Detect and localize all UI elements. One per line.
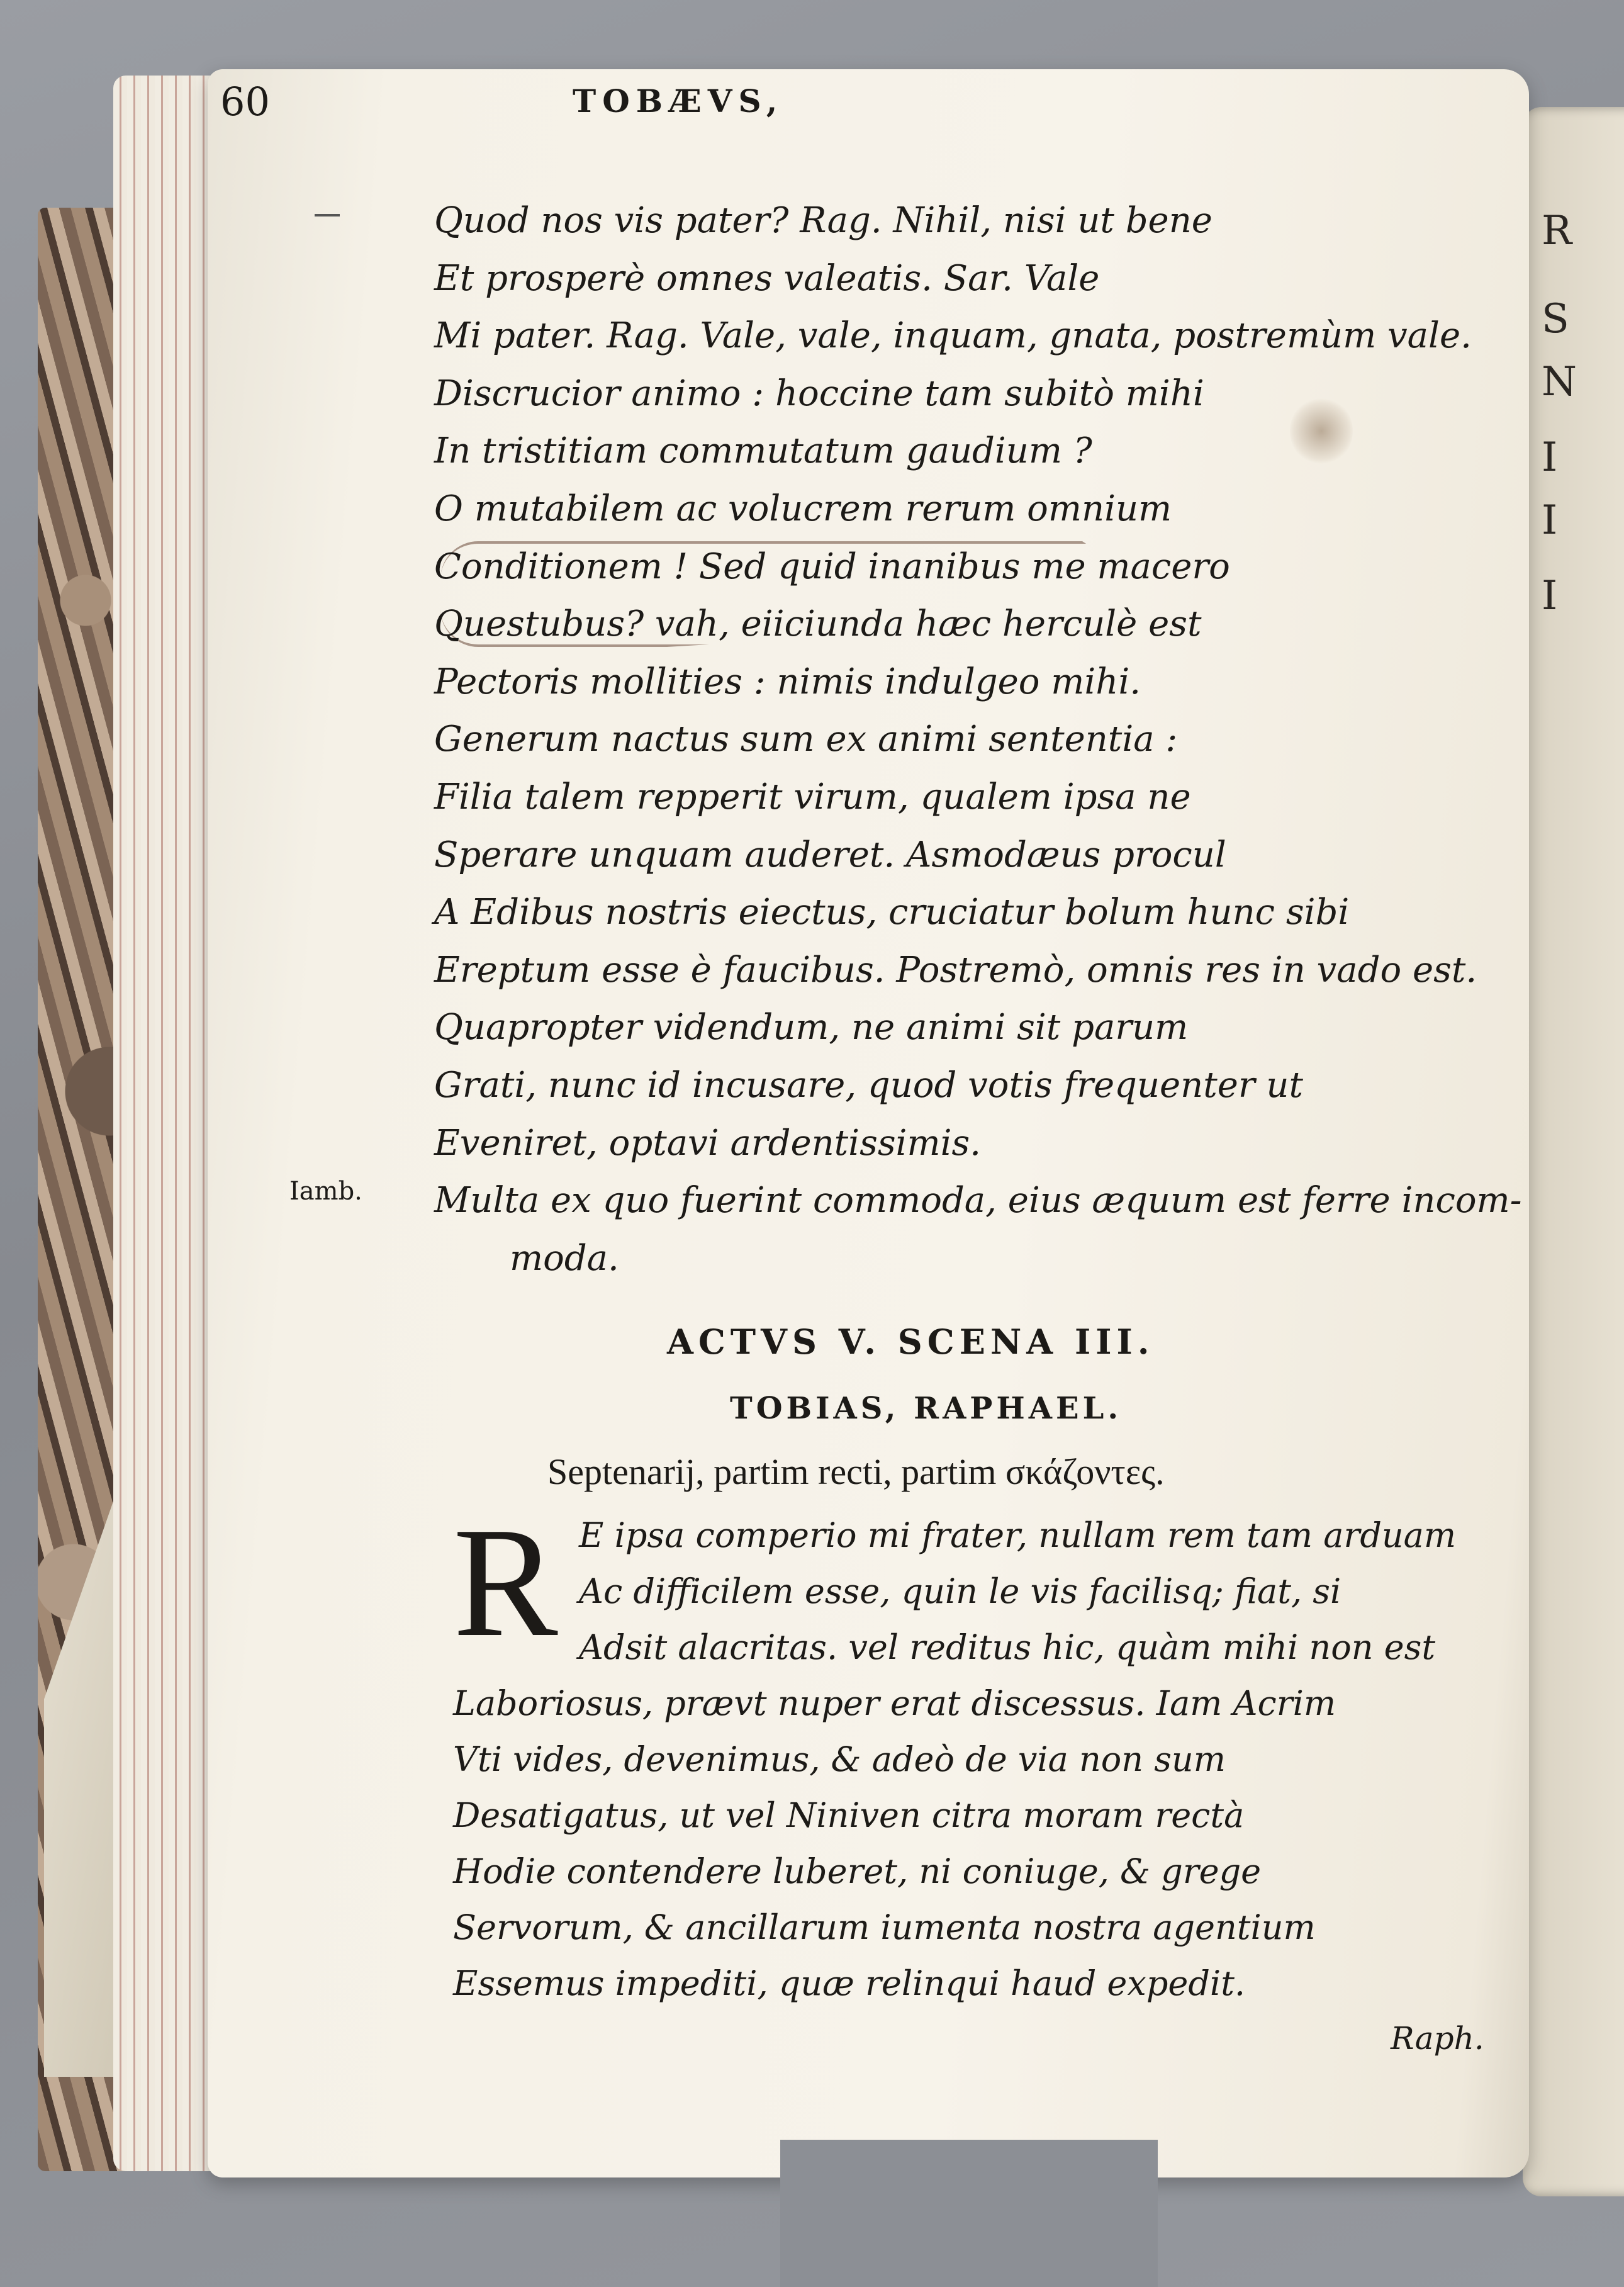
facing-page-letter: I (1542, 434, 1558, 481)
verse-line: Filia talem repperit virum, qualem ipsa ne (434, 776, 1191, 818)
scene-line: E ipsa comperio mi frater, nullam rem tam arduam (579, 1515, 1457, 1555)
running-title: TOBÆVS, (573, 82, 784, 120)
verse-line: O mutabilem ac volucrem rerum omnium (434, 488, 1172, 529)
scene-line: Essemus impediti, quæ relinqui haud expedit. (453, 1964, 1246, 2003)
verse-line: Multa ex quo fuerint commoda, eius æquum est ferre incom- (434, 1180, 1522, 1222)
facing-page-letter: I (1542, 573, 1558, 619)
verse-line: Discrucior animo : hoccine tam subitò mihi (434, 373, 1204, 414)
margin-dash (315, 214, 340, 216)
facing-page-letter: R (1542, 208, 1572, 254)
page-header (220, 79, 1416, 129)
verse-line: Mi pater. Rag. Vale, vale, inquam, gnata, postremùm vale. (434, 315, 1472, 357)
scene-line: Desatigatus, ut vel Niniven citra moram rectà (453, 1795, 1245, 1835)
scene-verse-block (453, 1507, 1456, 2011)
scene-line: Servorum, & ancillarum iumenta nostra agentium (453, 1908, 1316, 1947)
scene-line: Laboriosus, prævt nuper erat discessus. Iam Acrim (453, 1683, 1336, 1723)
meter-note: Septenarij, partim recti, partim σκάζοντες. (547, 1451, 1165, 1492)
scene-line: Vti vides, devenimus, & adeò de via non sum (453, 1739, 1226, 1779)
verse-line: Quapropter videndum, ne animi sit parum (434, 1007, 1189, 1048)
facing-page-letter: N (1542, 359, 1577, 405)
act-heading: ACTVS V. SCENA III. (667, 1322, 1155, 1362)
facing-page (1523, 107, 1624, 2196)
catchword: Raph. (1391, 2020, 1484, 2057)
facing-page-letter: S (1542, 296, 1569, 342)
facing-page-letter: I (1542, 497, 1558, 544)
verse-line: Quod nos vis pater? Rag. Nihil, nisi ut bene (434, 200, 1212, 241)
verse-line: Pectoris mollities : nimis indulgeo mihi. (434, 661, 1141, 702)
scene-line: Hodie contendere luberet, ni coniuge, & grege (453, 1852, 1262, 1891)
bottom-overlay (780, 2140, 1158, 2287)
verse-line: Questubus? vah, eiiciunda hæc herculè est (434, 604, 1202, 645)
verse-line: Generum nactus sum ex animi sententia : (434, 719, 1178, 760)
drop-cap: R (453, 1495, 558, 1670)
verse-line: Eveniret, optavi ardentissimis. (434, 1122, 982, 1164)
verse-block (434, 192, 1522, 1287)
scene-line: Adsit alacritas. vel reditus hic, quàm mihi non est (579, 1627, 1436, 1667)
verse-line: A Edibus nostris eiectus, cruciatur bolum hunc sibi (434, 892, 1350, 933)
margin-note: Iamb. (289, 1177, 362, 1206)
scene-line: Ac difficilem esse, quin le vis facilisq; fiat, si (579, 1571, 1341, 1611)
persons-heading: TOBIAS, RAPHAEL. (730, 1391, 1123, 1426)
verse-line: Ereptum esse è faucibus. Postremò, omnis res in vado est. (434, 949, 1477, 991)
verse-line: moda. (510, 1237, 619, 1279)
verse-line: Et prosperè omnes valeatis. Sar. Vale (434, 257, 1100, 299)
page-number: 60 (220, 79, 270, 125)
verse-line: Sperare unquam auderet. Asmodæus procul (434, 834, 1226, 875)
verse-line: Conditionem ! Sed quid inanibus me macero (434, 546, 1230, 587)
verse-line: In tristitiam commutatum gaudium ? (434, 430, 1092, 472)
verse-line: Grati, nunc id incusare, quod votis frequenter ut (434, 1064, 1303, 1106)
